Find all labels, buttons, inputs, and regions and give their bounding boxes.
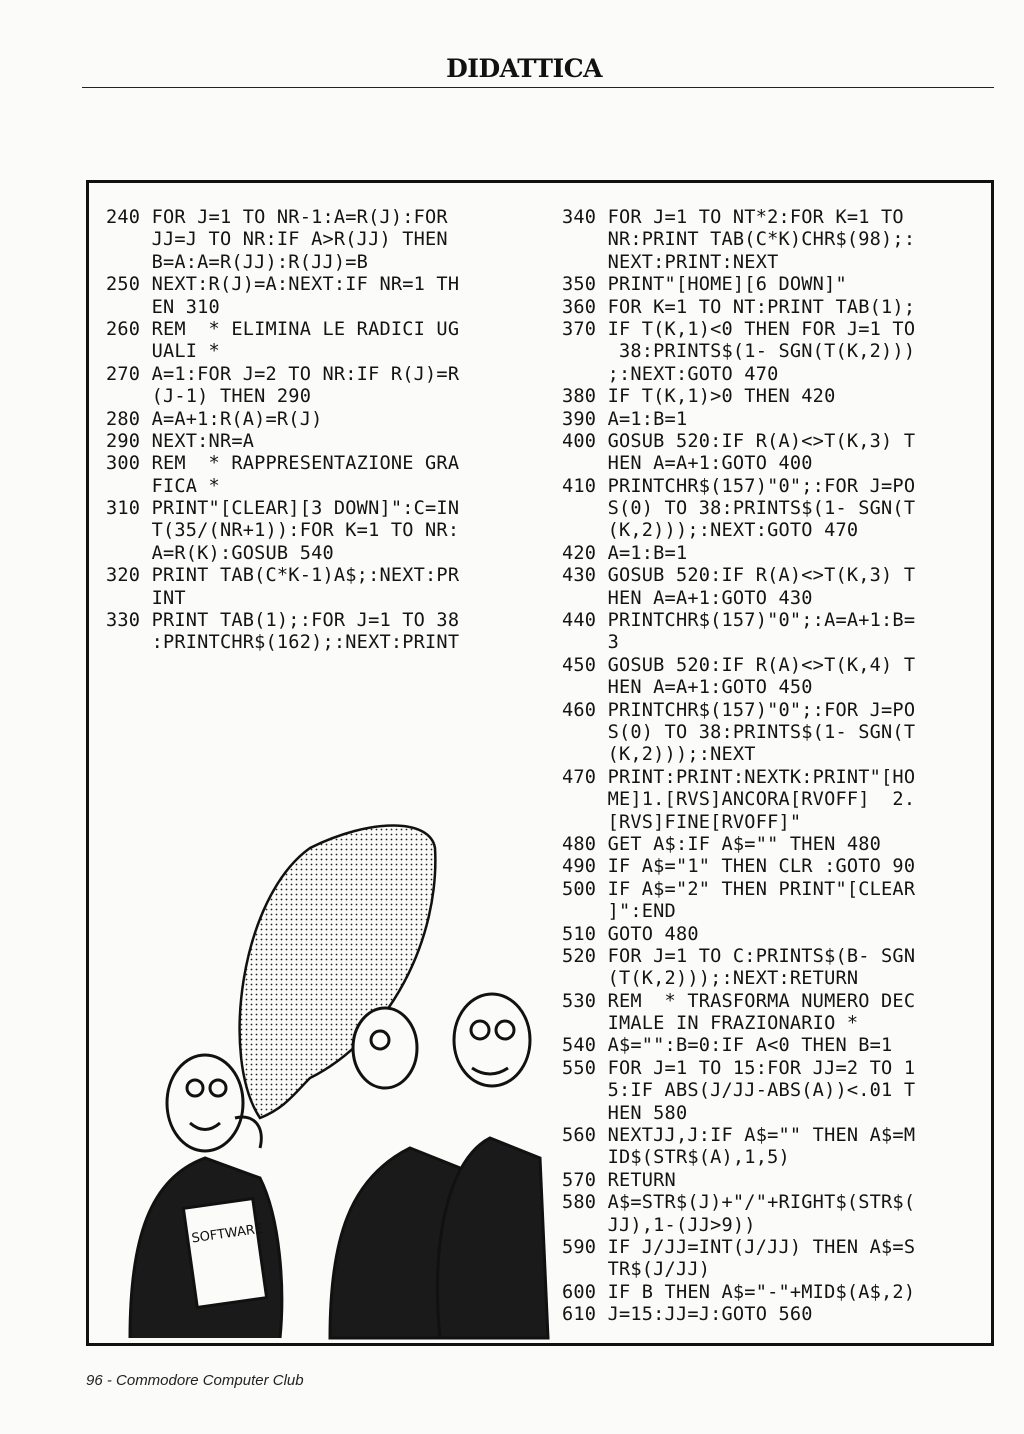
code-line: NEXT:PRINT:NEXT — [562, 251, 779, 273]
code-line: 280 A=A+1:R(A)=R(J) — [106, 408, 323, 430]
code-line: TR$(J/JJ) — [562, 1259, 711, 1281]
section-title: DIDATTICA — [446, 54, 602, 83]
code-line: 570 RETURN — [562, 1169, 676, 1191]
code-line: 600 IF B THEN A$="-"+MID$(A$,2) — [562, 1281, 916, 1303]
code-line: 470 PRINT:PRINT:NEXTK:PRINT"[HO — [562, 766, 916, 788]
code-line: 38:PRINTS$(1- SGN(T(K,2))) — [562, 341, 916, 363]
code-line: 530 REM * TRASFORMA NUMERO DEC — [562, 990, 916, 1012]
code-line: 5:IF ABS(J/JJ-ABS(A))<.01 T — [562, 1080, 916, 1102]
page-footer: 96 - Commodore Computer Club — [86, 1372, 304, 1389]
code-line: 490 IF A$="1" THEN CLR :GOTO 90 — [562, 856, 916, 878]
code-line: 3 — [562, 632, 619, 654]
code-line: 390 A=1:B=1 — [562, 408, 688, 430]
code-line: (K,2)));:NEXT — [562, 744, 756, 766]
code-line: HEN A=A+1:GOTO 450 — [562, 677, 813, 699]
code-line: B=A:A=R(JJ):R(JJ)=B — [106, 251, 369, 273]
code-line: 550 FOR J=1 TO 15:FOR JJ=2 TO 1 — [562, 1057, 916, 1079]
code-line: 370 IF T(K,1)<0 THEN FOR J=1 TO — [562, 318, 916, 340]
code-line: :PRINTCHR$(162);:NEXT:PRINT — [106, 632, 460, 654]
code-line: UALI * — [106, 341, 220, 363]
code-line: JJ=J TO NR:IF A>R(JJ) THEN — [106, 229, 448, 251]
code-line: FICA * — [106, 475, 220, 497]
code-line: 350 PRINT"[HOME][6 DOWN]" — [562, 274, 847, 296]
code-line: 510 GOTO 480 — [562, 923, 699, 945]
code-line: HEN 580 — [562, 1102, 688, 1124]
code-line: 590 IF J/JJ=INT(J/JJ) THEN A$=S — [562, 1236, 916, 1258]
code-line: ME]1.[RVS]ANCORA[RVOFF] 2. — [562, 789, 916, 811]
code-line: JJ),1-(JJ>9)) — [562, 1214, 756, 1236]
code-line: ]":END — [562, 901, 676, 923]
code-line: 540 A$="":B=0:IF A<0 THEN B=1 — [562, 1035, 893, 1057]
code-line: 410 PRINTCHR$(157)"0";:FOR J=PO — [562, 475, 916, 497]
code-line: (T(K,2)));:NEXT:RETURN — [562, 968, 859, 990]
code-line: NR:PRINT TAB(C*K)CHR$(98);: — [562, 229, 916, 251]
code-line: 440 PRINTCHR$(157)"0";:A=A+1:B= — [562, 610, 916, 632]
code-line: 450 GOSUB 520:IF R(A)<>T(K,4) T — [562, 654, 916, 676]
code-line: 340 FOR J=1 TO NT*2:FOR K=1 TO — [562, 207, 904, 228]
code-line: 380 IF T(K,1)>0 THEN 420 — [562, 386, 836, 408]
code-line: 260 REM * ELIMINA LE RADICI UG — [106, 318, 460, 340]
code-line: 300 REM * RAPPRESENTAZIONE GRA — [106, 453, 460, 475]
code-line: S(0) TO 38:PRINTS$(1- SGN(T — [562, 498, 916, 520]
code-line: 430 GOSUB 520:IF R(A)<>T(K,3) T — [562, 565, 916, 587]
code-line: 320 PRINT TAB(C*K-1)A$;:NEXT:PR — [106, 565, 460, 587]
code-line: 240 FOR J=1 TO NR-1:A=R(J):FOR — [106, 207, 448, 228]
code-line: 330 PRINT TAB(1);:FOR J=1 TO 38 — [106, 610, 460, 632]
page-header — [82, 52, 994, 88]
listing-left-column — [106, 207, 459, 655]
code-line: ID$(STR$(A),1,5) — [562, 1147, 790, 1169]
code-line: 250 NEXT:R(J)=A:NEXT:IF NR=1 TH — [106, 274, 460, 296]
code-line: A=R(K):GOSUB 540 — [106, 542, 334, 564]
code-line: 610 J=15:JJ=J:GOTO 560 — [562, 1304, 813, 1326]
code-line: 580 A$=STR$(J)+"/"+RIGHT$(STR$( — [562, 1192, 916, 1214]
code-line: 480 GET A$:IF A$="" THEN 480 — [562, 833, 882, 855]
code-line: ;:NEXT:GOTO 470 — [562, 363, 779, 385]
code-line: 420 A=1:B=1 — [562, 542, 688, 564]
code-line: INT — [106, 587, 186, 609]
code-line: 560 NEXTJJ,J:IF A$="" THEN A$=M — [562, 1125, 916, 1147]
code-line: 310 PRINT"[CLEAR][3 DOWN]":C=IN — [106, 498, 460, 520]
code-line: EN 310 — [106, 296, 220, 318]
code-line: [RVS]FINE[RVOFF]" — [562, 811, 802, 833]
code-line: 290 NEXT:NR=A — [106, 430, 255, 452]
header-rule — [82, 87, 994, 88]
code-line: HEN A=A+1:GOTO 430 — [562, 587, 813, 609]
code-line: IMALE IN FRAZIONARIO * — [562, 1013, 859, 1035]
code-line: 270 A=1:FOR J=2 TO NR:IF R(J)=R — [106, 363, 460, 385]
code-line: (K,2)));:NEXT:GOTO 470 — [562, 520, 859, 542]
cartoon-illustration — [110, 818, 550, 1342]
code-line: 460 PRINTCHR$(157)"0";:FOR J=PO — [562, 699, 916, 721]
code-line: 500 IF A$="2" THEN PRINT"[CLEAR — [562, 878, 916, 900]
code-line: (J-1) THEN 290 — [106, 386, 312, 408]
code-line: 400 GOSUB 520:IF R(A)<>T(K,3) T — [562, 430, 916, 452]
listing-right-column — [562, 207, 915, 1327]
code-line: 360 FOR K=1 TO NT:PRINT TAB(1); — [562, 296, 916, 318]
book-label: SOFTWARE — [190, 1221, 265, 1247]
code-line: T(35/(NR+1)):FOR K=1 TO NR: — [106, 520, 460, 542]
code-line: S(0) TO 38:PRINTS$(1- SGN(T — [562, 721, 916, 743]
code-line: 520 FOR J=1 TO C:PRINTS$(B- SGN — [562, 945, 916, 967]
code-line: HEN A=A+1:GOTO 400 — [562, 453, 813, 475]
